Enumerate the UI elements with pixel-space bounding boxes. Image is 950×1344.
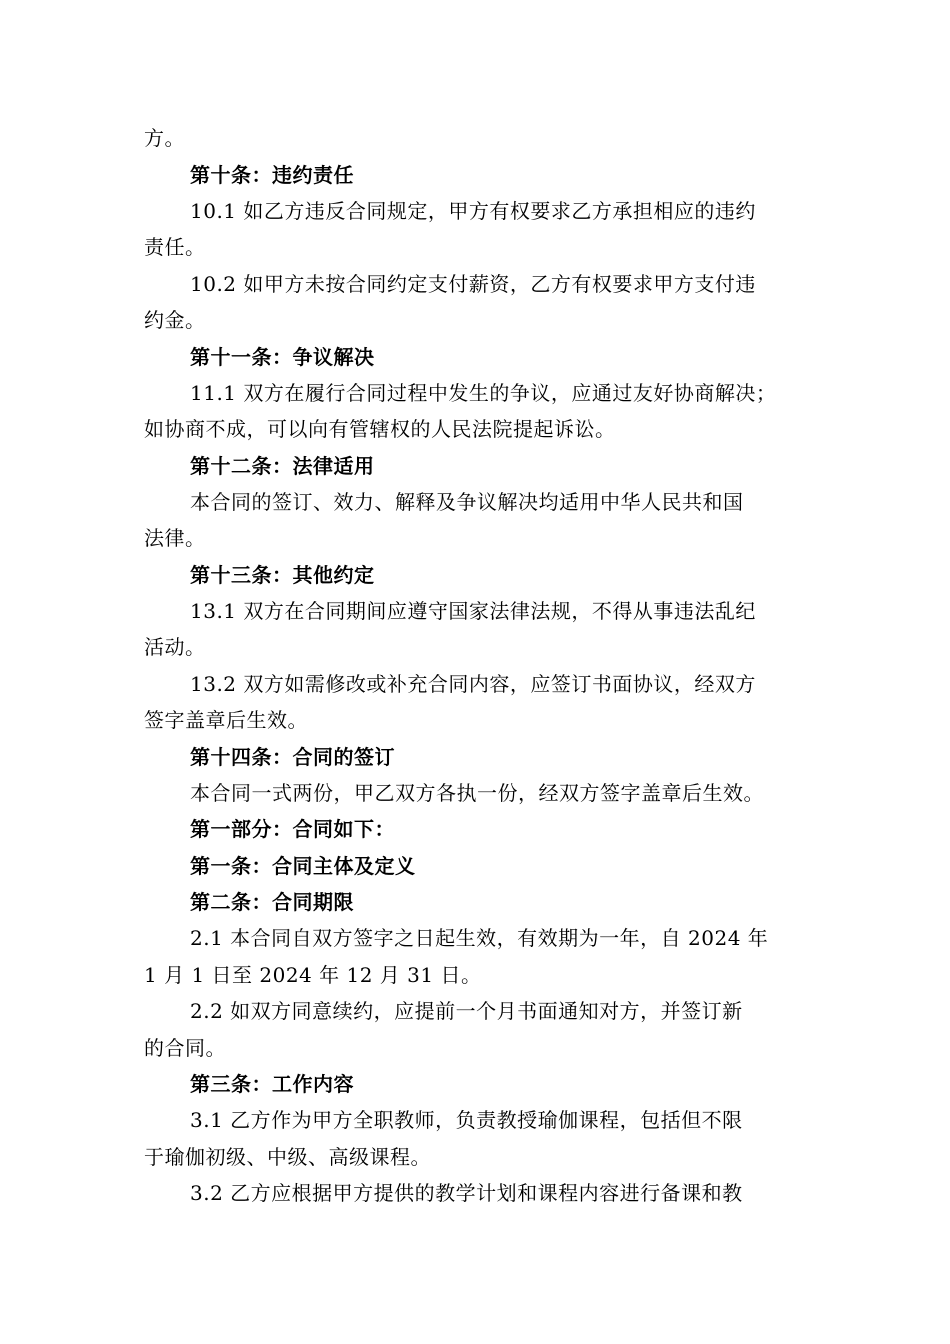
body-text-line: 1 月 1 日至 2024 年 12 月 31 日。 — [144, 963, 482, 987]
body-text-line: 责任。 — [144, 235, 206, 259]
body-text-line: 13.1 双方在合同期间应遵守国家法律法规，不得从事违法乱纪 — [190, 599, 756, 623]
body-text-line: 3.2 乙方应根据甲方提供的教学计划和课程内容进行备课和教 — [190, 1181, 743, 1205]
body-text-line: 签字盖章后生效。 — [144, 708, 308, 732]
section-heading: 第十四条：合同的签订 — [190, 745, 395, 769]
section-heading: 第一部分：合同如下： — [190, 817, 395, 841]
body-text-line: 约金。 — [144, 308, 206, 332]
section-heading: 第十条：违约责任 — [190, 163, 354, 187]
body-text-line: 活动。 — [144, 635, 206, 659]
body-text-line: 2.1 本合同自双方签字之日起生效，有效期为一年，自 2024 年 — [190, 926, 769, 950]
body-text-line: 本合同的签订、效力、解释及争议解决均适用中华人民共和国 — [190, 490, 744, 514]
body-text-line: 如协商不成，可以向有管辖权的人民法院提起诉讼。 — [144, 417, 616, 441]
section-heading: 第十三条：其他约定 — [190, 563, 375, 587]
body-text-line: 2.2 如双方同意续约，应提前一个月书面通知对方，并签订新 — [190, 999, 743, 1023]
body-text-line: 13.2 双方如需修改或补充合同内容，应签订书面协议，经双方 — [190, 672, 756, 696]
body-text-line: 11.1 双方在履行合同过程中发生的争议，应通过友好协商解决； — [190, 381, 777, 405]
body-text-line: 本合同一式两份，甲乙双方各执一份，经双方签字盖章后生效。 — [190, 781, 764, 805]
body-text-line: 10.2 如甲方未按合同约定支付薪资，乙方有权要求甲方支付违 — [190, 272, 756, 296]
body-text-line: 法律。 — [144, 526, 206, 550]
body-text-line: 10.1 如乙方违反合同规定，甲方有权要求乙方承担相应的违约 — [190, 199, 756, 223]
body-text-line: 方。 — [144, 126, 185, 150]
section-heading: 第十二条：法律适用 — [190, 454, 375, 478]
body-text-line: 3.1 乙方作为甲方全职教师，负责教授瑜伽课程，包括但不限 — [190, 1108, 743, 1132]
body-text-line: 于瑜伽初级、中级、高级课程。 — [144, 1145, 431, 1169]
body-text-line: 的合同。 — [144, 1036, 226, 1060]
section-heading: 第十一条：争议解决 — [190, 345, 375, 369]
section-heading: 第三条：工作内容 — [190, 1072, 354, 1096]
section-heading: 第一条：合同主体及定义 — [190, 854, 416, 878]
section-heading: 第二条：合同期限 — [190, 890, 354, 914]
